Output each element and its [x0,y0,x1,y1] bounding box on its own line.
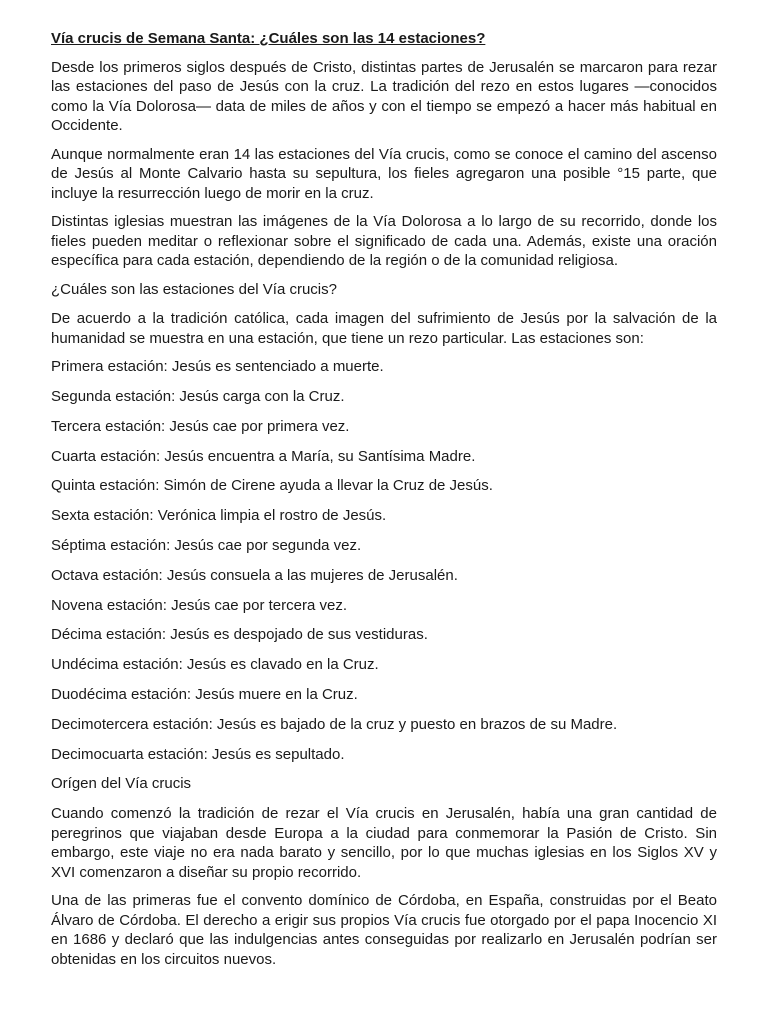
stations-list [51,357,717,764]
station-item: Quinta estación: Simón de Cirene ayuda a llevar la Cruz de Jesús. [51,477,493,495]
station-item: Undécima estación: Jesús es clavado en la Cruz. [51,656,379,674]
stations-intro-paragraph: De acuerdo a la tradición católica, cada imagen del sufrimiento de Jesús por la salvación de la humanidad se muestra en una estación, que tiene un rezo particular. Las estaciones son: [51,310,717,347]
station-item: Decimotercera estación: Jesús es bajado de la cruz y puesto en brazos de su Madre. [51,715,618,733]
station-item: Segunda estación: Jesús carga con la Cruz. [51,388,345,406]
document-page [51,29,717,978]
station-item: Décima estación: Jesús es despojado de sus vestiduras. [51,626,428,644]
station-item: Decimocuarta estación: Jesús es sepultado. [51,745,345,763]
station-item: Cuarta estación: Jesús encuentra a María, su Santísima Madre. [51,447,476,465]
document-title: Vía crucis de Semana Santa: ¿Cuáles son las 14 estaciones? [51,30,486,47]
origin-heading: Orígen del Vía crucis [51,775,192,793]
station-item: Tercera estación: Jesús cae por primera vez. [51,417,350,435]
station-item: Octava estación: Jesús consuela a las mujeres de Jerusalén. [51,566,458,584]
intro-paragraph: Distintas iglesias muestran las imágenes de la Vía Dolorosa a lo largo de su recorrido, donde los fieles pueden meditar o reflexionar sobre el significado de cada una. Además, existe una oración específica para cada estación, dependiendo de la región o de la comunidad religiosa. [51,213,717,269]
origin-paragraph: Cuando comenzó la tradición de rezar el Vía crucis en Jerusalén, había una gran cantidad de peregrinos que viajaban desde Europa a la ciudad para conmemorar la Pasión de Cristo. Sin embargo, este viaje no era nada barato y sencillo, por lo que muchas iglesias en los Siglos XV y XVI comenzaron a diseñar su propio recorrido. [51,805,717,881]
station-item: Primera estación: Jesús es sentenciado a muerte. [51,358,384,376]
station-item: Sexta estación: Verónica limpia el rostro de Jesús. [51,507,387,525]
intro-paragraph: Aunque normalmente eran 14 las estaciones del Vía crucis, como se conoce el camino del ascenso de Jesús al Monte Calvario hasta su sepultura, los fieles agregaron una posible °15 parte, que incluye la resurrección luego de morir en la cruz. [51,145,717,202]
station-item: Novena estación: Jesús cae por tercera vez. [51,596,347,614]
origin-paragraph: Una de las primeras fue el convento domínico de Córdoba, en España, construidas por el Beato Álvaro de Córdoba. El derecho a erigir sus propios Vía crucis fue otorgado por el papa Inocencio XI en 1686 y declaró que las indulgencias antes conseguidas por realizarlo en Jerusalén podrían ser obtenidas en los circuitos nuevos. [51,892,717,968]
intro-paragraph: Desde los primeros siglos después de Cristo, distintas partes de Jerusalén se marcaron para rezar las estaciones del paso de Jesús con la cruz. La tradición del rezo en estos lugares —conocidos como la Vía Dolorosa— data de miles de años y con el tiempo se empezó a hacer más habitual en Occidente. [51,58,717,134]
station-item: Séptima estación: Jesús cae por segunda vez. [51,537,362,555]
station-item: Duodécima estación: Jesús muere en la Cruz. [51,686,358,704]
stations-question-heading: ¿Cuáles son las estaciones del Vía crucis? [51,280,337,298]
